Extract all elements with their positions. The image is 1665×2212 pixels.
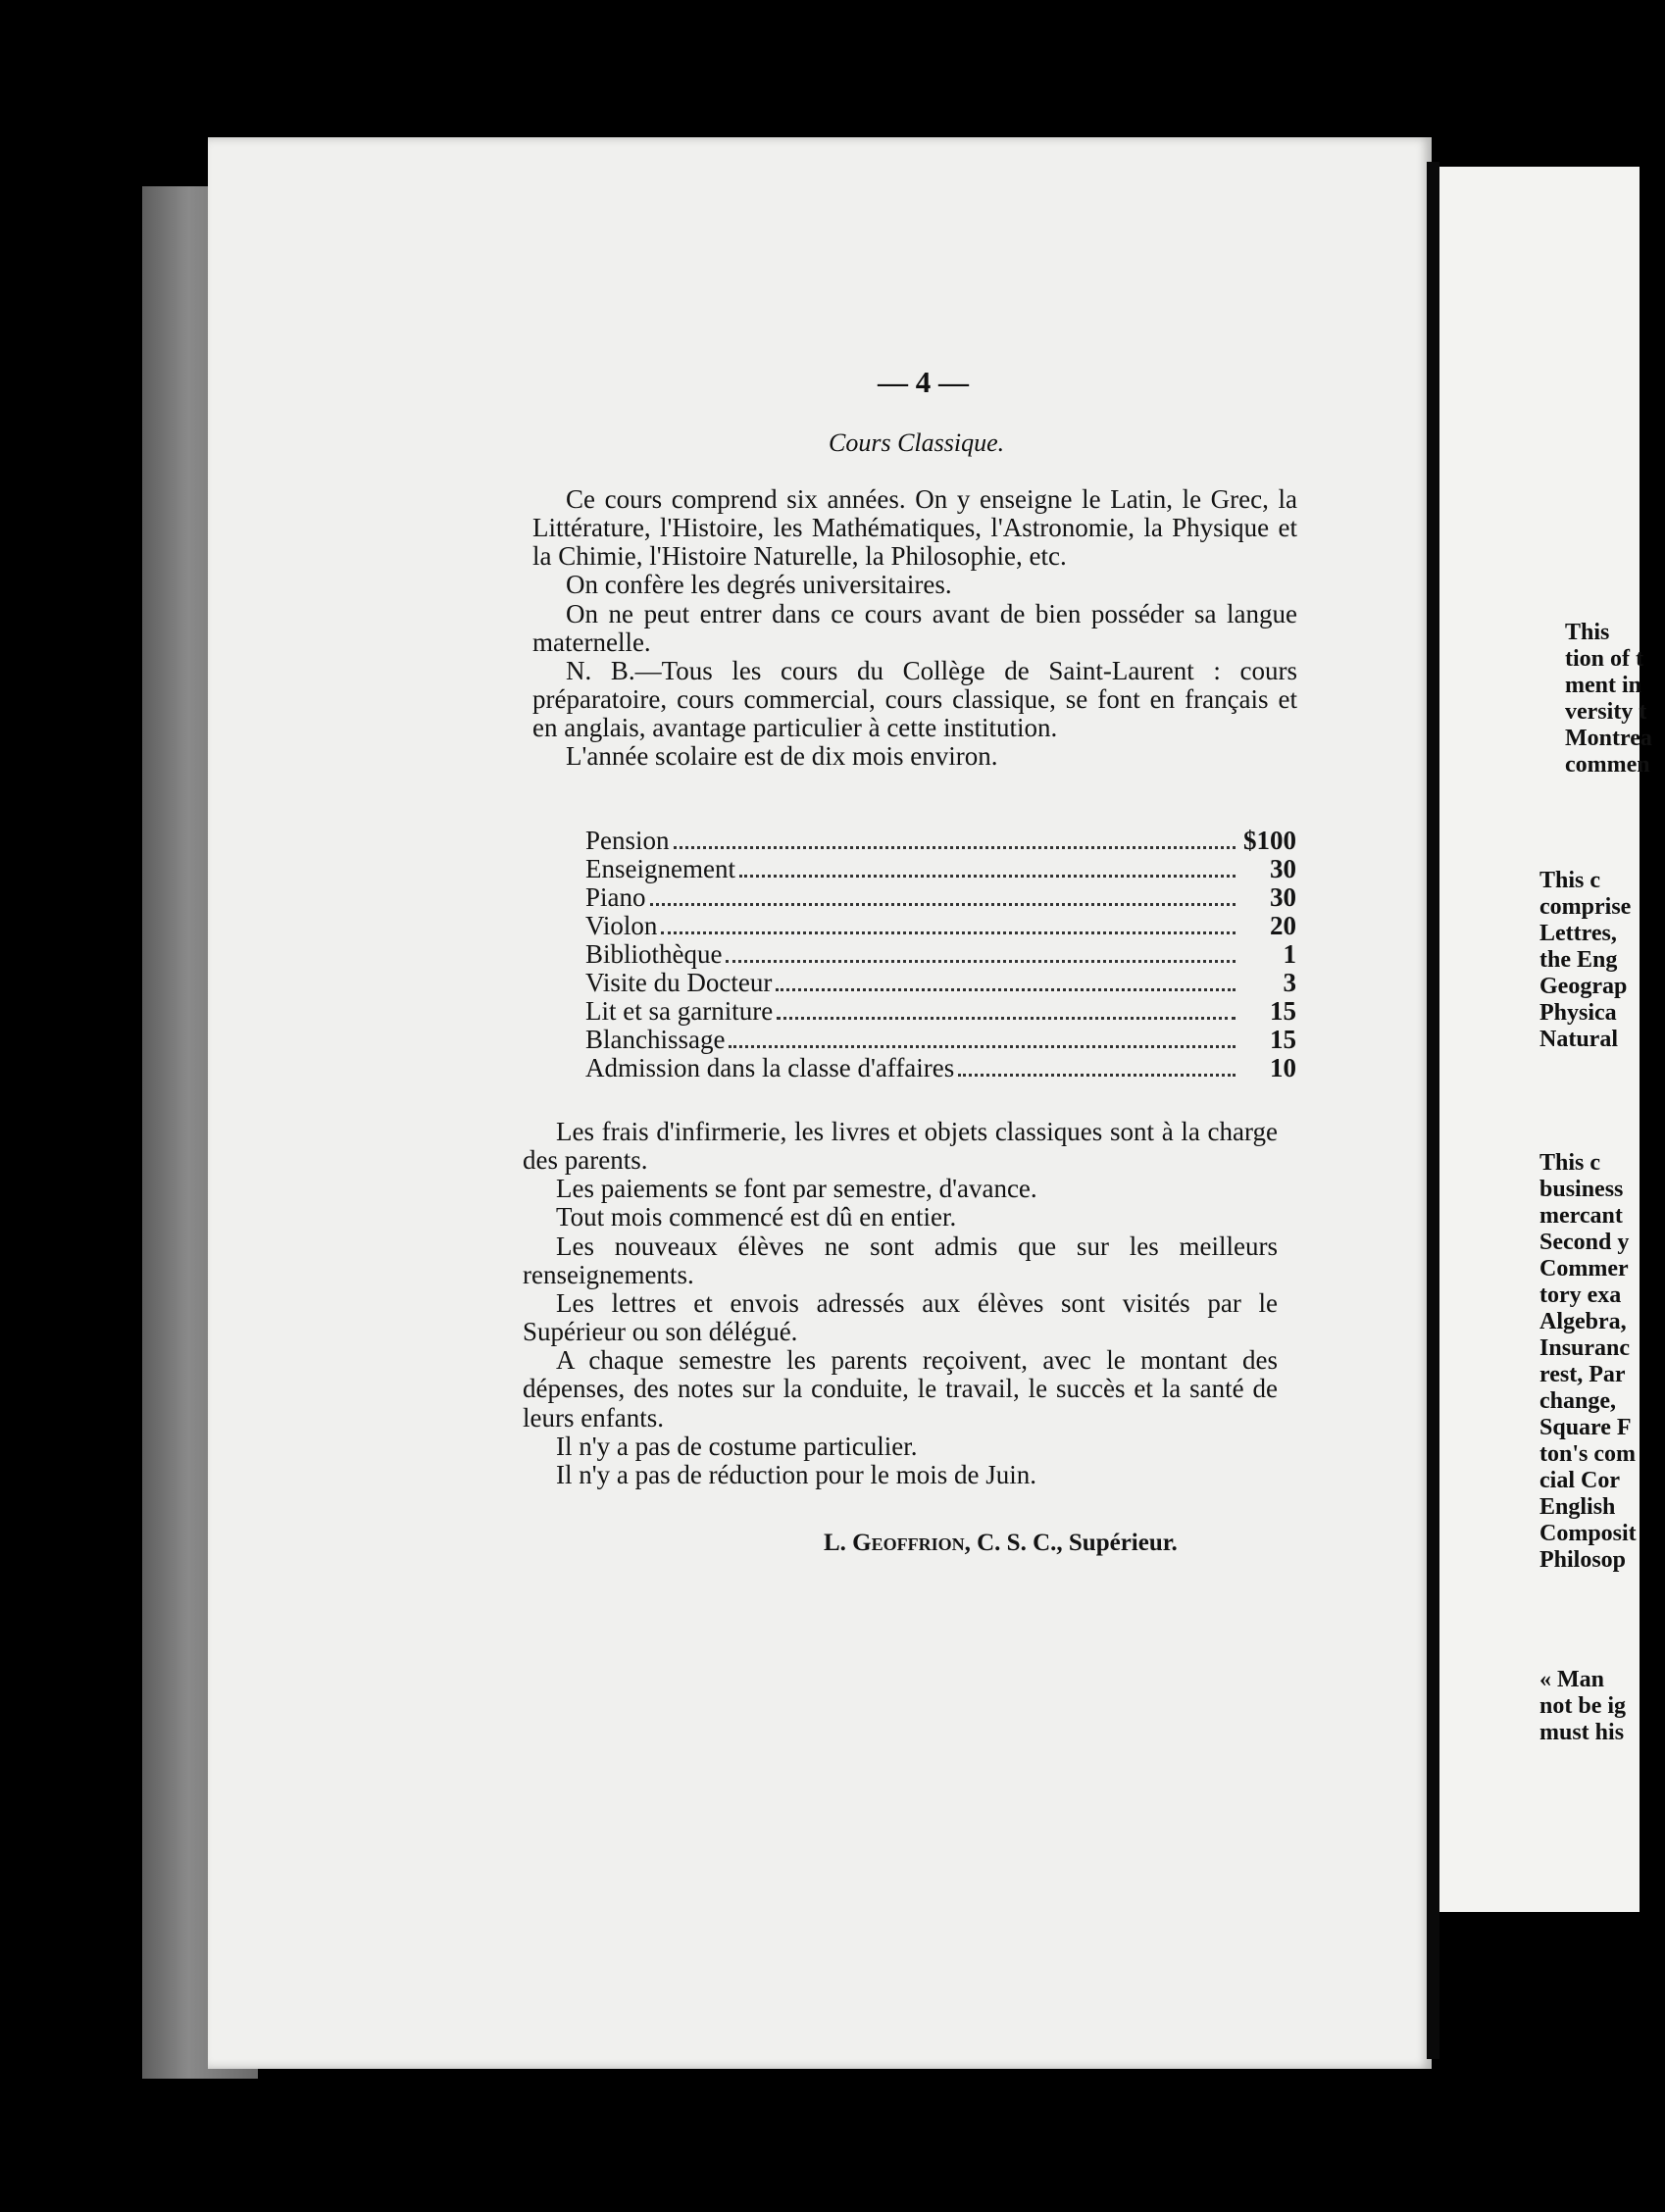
text-fragment: versity t [1565, 699, 1647, 725]
book-spine [1427, 162, 1439, 2059]
right-page-block [1565, 620, 1665, 779]
fee-row [585, 940, 1296, 969]
text-fragment: Second y [1539, 1230, 1630, 1255]
fee-label: Enseignement [585, 854, 735, 883]
section-title: Cours Classique. [829, 428, 1005, 457]
text-fragment: cial Cor [1539, 1468, 1620, 1493]
signature-name: L. Geoffrion [824, 1530, 965, 1556]
paragraph: Les lettres et envois adressés aux élèves sont visités par le Supérieur ou son délégué. [523, 1287, 1278, 1347]
dot-leader [661, 931, 1236, 934]
text-fragment: business [1539, 1177, 1624, 1202]
paragraph: L'année scolaire est de dix mois environ. [566, 741, 998, 772]
text-fragment: rest, Par [1539, 1362, 1626, 1387]
notes-text [523, 1118, 1278, 1489]
text-fragment: Square F [1539, 1415, 1632, 1440]
dot-leader [674, 846, 1236, 849]
fee-amount: 15 [1270, 1025, 1296, 1054]
text-fragment: tion of t [1565, 646, 1643, 672]
fee-label: Blanchissage [585, 1025, 726, 1054]
intro-text [532, 485, 1297, 772]
text-fragment: Algebra, [1539, 1309, 1627, 1334]
fee-amount: 10 [1270, 1053, 1296, 1082]
text-fragment: Composit [1539, 1521, 1637, 1546]
fee-row [585, 1054, 1296, 1082]
signature-title: , C. S. C., Supérieur. [964, 1530, 1178, 1556]
fee-label: Lit et sa garniture [585, 996, 774, 1026]
text-fragment: This [1565, 620, 1610, 645]
dot-leader [726, 960, 1236, 963]
text-fragment: change, [1539, 1388, 1616, 1414]
text-fragment: Physica [1539, 1000, 1617, 1026]
text-fragment: English [1539, 1494, 1616, 1520]
text-fragment: Philosop [1539, 1547, 1627, 1573]
text-fragment: mercant [1539, 1203, 1623, 1229]
fee-row [585, 997, 1296, 1026]
paragraph: Les frais d'infirmerie, les livres et objets classiques sont à la charge des parents. [523, 1117, 1278, 1176]
paragraph: Les paiements se font par semestre, d'avance. [556, 1174, 1037, 1204]
text-fragment: not be ig [1539, 1693, 1627, 1719]
paragraph: Tout mois commencé est dû en entier. [556, 1202, 957, 1232]
left-page [208, 137, 1432, 2069]
text-fragment: « Man [1539, 1667, 1604, 1692]
text-fragment: ment in [1565, 673, 1641, 698]
dot-leader [729, 1045, 1236, 1048]
dot-leader [776, 988, 1236, 991]
text-fragment: the Eng [1539, 947, 1618, 973]
paragraph: A chaque semestre les parents reçoivent, avec le montant des dépenses, des notes sur la conduite, le travail, le succès et la santé de leurs enfants. [523, 1345, 1278, 1433]
fee-amount: 20 [1270, 911, 1296, 940]
text-fragment: This c [1539, 1150, 1601, 1176]
dot-leader [739, 875, 1236, 878]
right-page-block [1539, 1150, 1640, 1574]
fee-row [585, 883, 1296, 912]
right-page-block [1539, 1667, 1640, 1746]
dot-leader [777, 1017, 1236, 1020]
page-number: — 4 — [878, 365, 969, 399]
fee-label: Violon [585, 911, 658, 940]
text-fragment: tory exa [1539, 1282, 1622, 1308]
text-fragment: comprise [1539, 894, 1632, 920]
dot-leader [958, 1074, 1236, 1077]
paragraph: Les nouveaux élèves ne sont admis que sur les meilleurs renseignements. [523, 1231, 1278, 1289]
fee-amount: 1 [1283, 939, 1296, 969]
text-fragment: Montrea [1565, 726, 1652, 751]
fee-label: Piano [585, 882, 646, 912]
fee-row [585, 1026, 1296, 1054]
text-fragment: Natural [1539, 1027, 1618, 1052]
paragraph: Il n'y a pas de réduction pour le mois de Juin. [556, 1459, 1037, 1489]
fee-row [585, 855, 1296, 883]
fee-label: Pension [585, 826, 670, 855]
fee-label: Visite du Docteur [585, 968, 773, 997]
text-fragment: This c [1539, 868, 1601, 893]
text-fragment: must his [1539, 1720, 1625, 1745]
fee-amount: 30 [1270, 882, 1296, 912]
text-fragment: Commer [1539, 1256, 1629, 1282]
fee-row [585, 827, 1296, 855]
dot-leader [650, 903, 1236, 906]
signature [824, 1530, 1178, 1557]
paragraph: On ne peut entrer dans ce cours avant de bien posséder sa langue maternelle. [532, 598, 1297, 657]
fee-row [585, 912, 1296, 940]
paragraph: On confère les degrés universitaires. [566, 570, 952, 600]
fee-amount: 3 [1283, 968, 1296, 997]
fee-table [585, 827, 1296, 1082]
text-fragment: Geograp [1539, 974, 1628, 999]
text-fragment: commen [1565, 752, 1650, 778]
paragraph: N. B.—Tous les cours du Collège de Saint-Laurent : cours préparatoire, cours commercial, cours classique, se font en français et en anglais, avantage particulier à cette institution. [532, 655, 1297, 743]
fee-amount: 15 [1270, 996, 1296, 1026]
paragraph: Il n'y a pas de costume particulier. [556, 1431, 918, 1461]
text-fragment: Insuranc [1539, 1335, 1631, 1361]
text-fragment: Lettres, [1539, 921, 1617, 946]
text-fragment: ton's com [1539, 1441, 1636, 1467]
right-page-block [1539, 868, 1640, 1053]
fee-amount: 30 [1270, 854, 1296, 883]
fee-label: Bibliothèque [585, 939, 723, 969]
paragraph: Ce cours comprend six années. On y enseigne le Latin, le Grec, la Littérature, l'Histoire, les Mathématiques, l'Astronomie, la Physique et la Chimie, l'Histoire Naturelle, la Philosophie, etc. [532, 484, 1297, 572]
fee-row [585, 969, 1296, 997]
fee-label: Admission dans la classe d'affaires [585, 1053, 955, 1082]
fee-amount: $100 [1243, 826, 1296, 855]
